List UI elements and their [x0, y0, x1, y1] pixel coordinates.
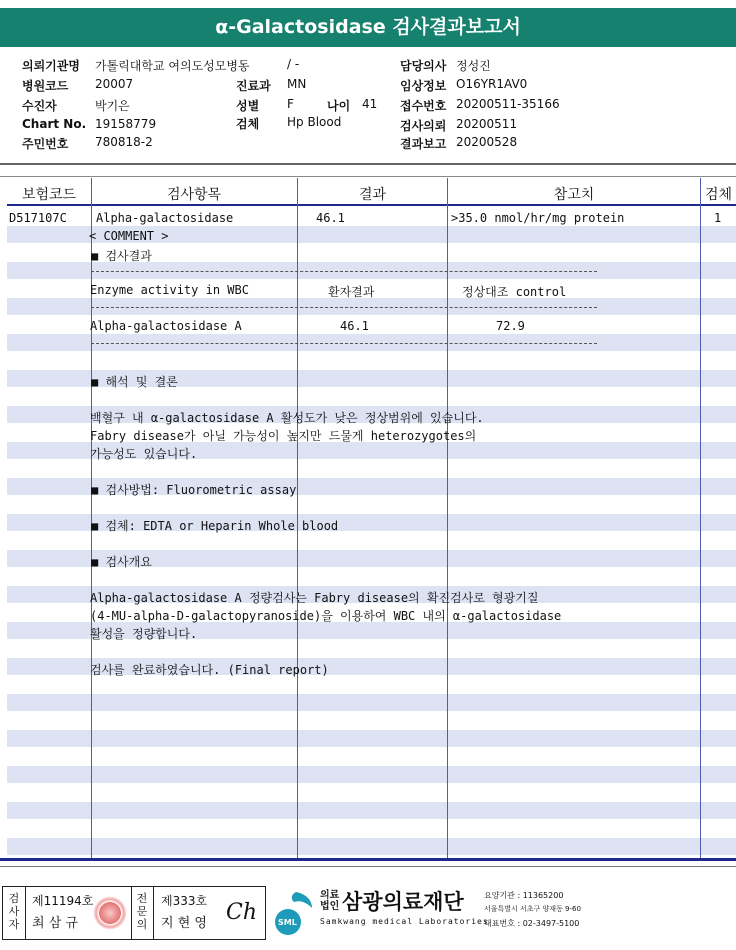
- sub-row-control: 72.9: [496, 319, 525, 333]
- interpretation-line: Fabry disease가 아닐 가능성이 높지만 드물게 heterozygotes의: [90, 429, 477, 443]
- sub-row-patient: 46.1: [340, 319, 369, 333]
- comment-section-results: ■ 검사결과: [91, 249, 152, 263]
- row-code: D517107C: [9, 211, 67, 225]
- column-divider: [700, 178, 701, 859]
- comment-rule: [91, 271, 597, 272]
- org-english: Samkwang medical Laboratories: [320, 917, 489, 926]
- sub-row-name: Alpha-galactosidase A: [90, 319, 242, 333]
- id-value: 780818-2: [95, 135, 153, 149]
- signature-divider: [25, 886, 26, 940]
- report-title-bar: [0, 8, 736, 47]
- specialist-name: 지 현 영: [161, 916, 207, 931]
- comment-method: ■ 검사방법: Fluorometric assay: [91, 483, 297, 497]
- comment-final: 검사를 완료하였습니다. (Final report): [90, 663, 329, 677]
- org-name: 삼광의료재단: [342, 890, 464, 914]
- request-label: 검사의뢰: [400, 119, 447, 133]
- info-divider: [0, 163, 736, 165]
- result-table: [7, 178, 736, 859]
- dept-label: 진료과: [236, 79, 271, 93]
- overview-line: Alpha-galactosidase A 정량검사는 Fabry disease의 확진검사로 형광기질: [90, 591, 539, 605]
- row-specimen: 1: [714, 211, 722, 225]
- table-band: [7, 838, 736, 855]
- signature-divider: [131, 886, 132, 940]
- sub-header-patient: 환자결과: [328, 285, 375, 299]
- overview-line: (4-MU-alpha-D-galactopyranoside)을 이용하여 WBC 내의 α-galactosidase: [90, 609, 562, 623]
- sub-header-name: Enzyme activity in WBC: [90, 283, 249, 297]
- logo-badge: SML: [278, 918, 297, 927]
- header-reference: 참고치: [553, 187, 595, 203]
- table-band: [7, 766, 736, 783]
- header-underline: [7, 204, 736, 206]
- hospital-code-value: 20007: [95, 77, 134, 91]
- clinical-label: 임상정보: [400, 79, 447, 93]
- comment-section-interpretation: ■ 해석 및 결론: [91, 375, 178, 389]
- table-top-divider: [0, 176, 736, 177]
- hospital-code-label: 병원코드: [22, 79, 69, 93]
- table-band: [7, 730, 736, 747]
- name-label: 수진자: [22, 99, 57, 113]
- logo-icon: [272, 890, 318, 936]
- table-band: [7, 694, 736, 711]
- chart-value: 19158779: [95, 117, 157, 131]
- row-reference: >35.0 nmol/hr/mg protein: [451, 211, 625, 225]
- specialist-signature: Ch: [226, 900, 258, 925]
- table-band: [7, 802, 736, 819]
- sub-header-control: 정상대조 control: [462, 285, 567, 299]
- receipt-value: 20200511-35166: [456, 97, 560, 111]
- org-prefix: 의료법인: [320, 890, 340, 912]
- header-specimen: 검체: [704, 187, 733, 203]
- institution-value: 가톨릭대학교 여의도성모병동: [95, 59, 250, 73]
- row-item: Alpha-galactosidase: [96, 211, 234, 225]
- institution-label: 의뢰기관명: [22, 59, 80, 73]
- examiner-number: 제11194호: [32, 894, 94, 908]
- institution-slash: / -: [287, 57, 300, 71]
- examiner-label: 검사자: [8, 892, 20, 931]
- examiner-name: 최 삼 규: [32, 916, 78, 931]
- signature-divider: [153, 886, 154, 940]
- row-result: 46.1: [316, 211, 345, 225]
- age-label: 나이: [327, 99, 351, 113]
- doctor-label: 담당의사: [400, 59, 447, 73]
- comment-section-overview: ■ 검사개요: [91, 555, 152, 569]
- receipt-label: 접수번호: [400, 99, 447, 113]
- result-date-label: 결과보고: [400, 137, 447, 151]
- examiner-seal-icon: [93, 896, 127, 930]
- id-label: 주민번호: [22, 137, 69, 151]
- comment-open: < COMMENT >: [89, 229, 169, 243]
- table-bottom-rule: [0, 858, 736, 861]
- org-address: 서울특별시 서초구 양재동 9-60: [484, 905, 581, 913]
- institution-code: 요양기관 : 11365200: [484, 891, 564, 900]
- interpretation-line: 가능성도 있습니다.: [90, 447, 198, 461]
- comment-rule: [91, 343, 597, 344]
- specimen-value: Hp Blood: [287, 115, 342, 129]
- doctor-value: 정성진: [456, 59, 491, 73]
- header-item: 검사항목: [166, 187, 222, 203]
- request-value: 20200511: [456, 117, 518, 131]
- sex-value: F: [287, 97, 294, 111]
- report-title: α-Galactosidase 검사결과보고서: [215, 16, 521, 38]
- sex-label: 성별: [236, 99, 260, 113]
- footer-divider: [0, 866, 736, 867]
- comment-rule: [91, 307, 597, 308]
- comment-specimen: ■ 검체: EDTA or Heparin Whole blood: [91, 519, 339, 533]
- dept-value: MN: [287, 77, 307, 91]
- clinical-value: O16YR1AV0: [456, 77, 528, 91]
- result-date-value: 20200528: [456, 135, 518, 149]
- column-divider: [447, 178, 448, 859]
- age-value: 41: [362, 97, 378, 111]
- header-result: 결과: [358, 187, 387, 203]
- overview-line: 활성을 정량합니다.: [90, 627, 198, 641]
- org-phone: 대표번호 : 02-3497-5100: [484, 919, 580, 928]
- chart-label: Chart No.: [22, 117, 87, 131]
- specialist-label: 전문의: [136, 892, 148, 931]
- specialist-number: 제333호: [161, 894, 208, 908]
- footer: [0, 884, 736, 944]
- specimen-label: 검체: [236, 117, 260, 131]
- interpretation-line: 백혈구 내 α-galactosidase A 활성도가 낮은 정상범위에 있습니다.: [90, 411, 484, 425]
- name-value: 박기은: [95, 99, 130, 113]
- header-code: 보험코드: [21, 187, 77, 203]
